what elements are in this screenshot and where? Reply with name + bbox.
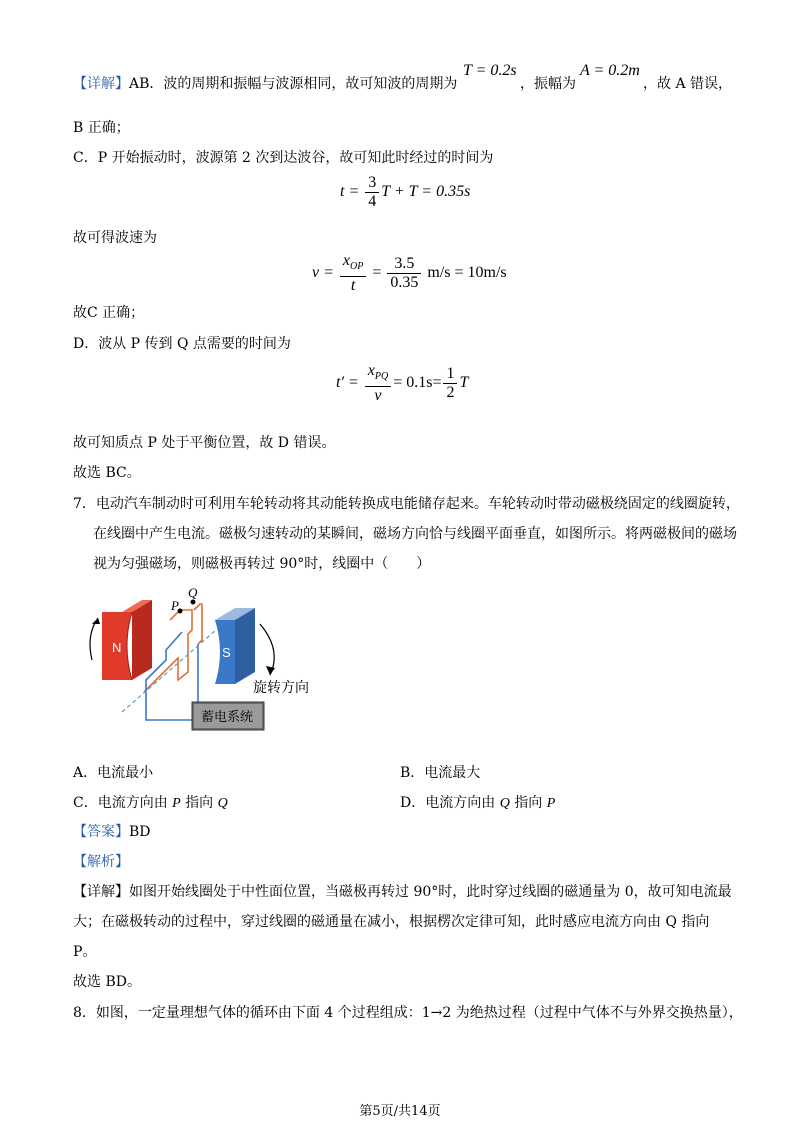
answer-tag: 【答案】 xyxy=(73,824,129,840)
q7-detail-1 xyxy=(73,882,732,902)
speed-frac-den: t xyxy=(350,277,356,294)
q8-line-1: 8．如图，一定量理想气体的循环由下面 4 个过程组成：1→2 为绝热过程（过程中气体不与外界交换热量）， xyxy=(73,1005,743,1021)
amplitude-expression: A = 0.2m xyxy=(580,62,640,79)
b-correct-line: B 正确； xyxy=(73,120,130,136)
d-frac-num2: 1 xyxy=(443,365,457,384)
d-frac-den2: 2 xyxy=(446,384,455,401)
choice-bc: 故选 BC。 xyxy=(73,465,141,481)
detail-line-ab xyxy=(73,74,457,94)
d-eq-lhs: t′ = xyxy=(336,374,359,392)
q7-line-1: 7．电动汽车制动时可利用车轮转动将其动能转换成电能储存起来。车轮转动时带动磁极绕固定的线圈旋转， xyxy=(73,496,740,512)
rotation-arrow-left xyxy=(90,618,98,660)
s-pole xyxy=(215,608,255,684)
d-frac-sub: PQ xyxy=(374,371,389,382)
coil-blue xyxy=(146,632,192,720)
time-frac-den: 4 xyxy=(368,193,377,210)
answer-line xyxy=(73,822,151,842)
d-fraction-numeric xyxy=(443,365,457,402)
option-b: B．电流最大 xyxy=(400,765,481,781)
d-eq-mid: = 0.1s= xyxy=(393,374,442,392)
option-c: C．电流方向由 P 指向 Q xyxy=(73,795,228,811)
q7-detail-tag: 【详解】 xyxy=(73,884,129,900)
time-fraction xyxy=(365,174,379,211)
c-conclusion: 故C 正确； xyxy=(73,305,145,321)
speed-eq-rhs: m/s = 10m/s xyxy=(427,264,507,282)
d-time-equation xyxy=(336,362,468,405)
time-eq-lhs: t = xyxy=(340,183,360,201)
speed-fraction-numeric xyxy=(387,255,421,292)
detail-tag: 【详解】 xyxy=(73,76,129,92)
rotation-label: 旋转方向 xyxy=(253,680,309,696)
answer-value: BD xyxy=(129,824,151,840)
generator-figure xyxy=(70,580,350,745)
speed-frac-den2: 0.35 xyxy=(390,274,419,291)
detail-ab-tail: ，故 A 错误， xyxy=(643,76,733,92)
time-equation xyxy=(340,174,470,211)
speed-frac-sub: OP xyxy=(350,261,364,272)
q7-line-2: 在线圈中产生电流。磁极匀速转动的某瞬间，磁场方向恰与线圈平面垂直，如图所示。将两磁极间的磁场 xyxy=(93,526,737,542)
speed-fraction-symbolic xyxy=(340,252,366,295)
q7-detail-3: P。 xyxy=(73,944,97,960)
period-expression: T = 0.2s xyxy=(463,62,517,79)
s-label: S xyxy=(222,645,231,660)
n-pole xyxy=(102,600,152,680)
q7-detail-text-1: 如图开始线圈处于中性面位置，当磁极再转过 90°时，此时穿过线圈的磁通量为 0，故可知电流最 xyxy=(129,884,732,900)
d-fraction-symbolic xyxy=(365,362,391,405)
d-eq-rhs: T xyxy=(459,374,469,392)
q7-line-3: 视为匀强磁场，则磁极再转过 90°时，线圈中（ ） xyxy=(93,556,431,572)
d-frac-den: v xyxy=(374,387,382,404)
choice-bd: 故选 BD。 xyxy=(73,974,141,990)
d-conclusion: 故可知质点 P 处于平衡位置，故 D 错误。 xyxy=(73,435,336,451)
d-frac-num: x xyxy=(367,362,375,379)
battery-label: 蓄电系统 xyxy=(201,710,254,725)
point-q xyxy=(191,600,196,605)
speed-frac-num: x xyxy=(342,252,351,269)
speed-equation xyxy=(312,252,507,295)
speed-intro: 故可得波速为 xyxy=(73,230,157,246)
speed-frac-num2: 3.5 xyxy=(387,255,421,274)
page-footer: 第5页/共14页 xyxy=(359,1104,441,1119)
amplitude-sep: ，振幅为 xyxy=(520,76,576,92)
detail-ab-text: AB．波的周期和振幅与波源相同，故可知波的周期为 xyxy=(129,76,458,92)
option-a: A．电流最小 xyxy=(73,765,154,781)
d-line: D．波从 P 传到 Q 点需要的时间为 xyxy=(73,336,291,352)
q-label: Q xyxy=(188,585,198,600)
option-d: D．电流方向由 Q 指向 P xyxy=(400,795,556,811)
speed-eq-lhs: v = xyxy=(312,264,334,282)
analysis-tag: 【解析】 xyxy=(73,854,129,870)
c-line: C．P 开始振动时，波源第 2 次到达波谷，故可知此时经过的时间为 xyxy=(73,150,494,166)
time-eq-rhs: T + T = 0.35s xyxy=(381,183,471,201)
q7-detail-2: 大；在磁极转动的过程中，穿过线圈的磁通量在减小，根据楞次定律可知，此时感应电流方向由 Q 指向 xyxy=(73,914,710,930)
time-frac-num: 3 xyxy=(365,174,379,193)
n-label: N xyxy=(112,640,122,655)
p-label: P xyxy=(171,598,179,613)
speed-eq-sign: = xyxy=(372,264,382,282)
